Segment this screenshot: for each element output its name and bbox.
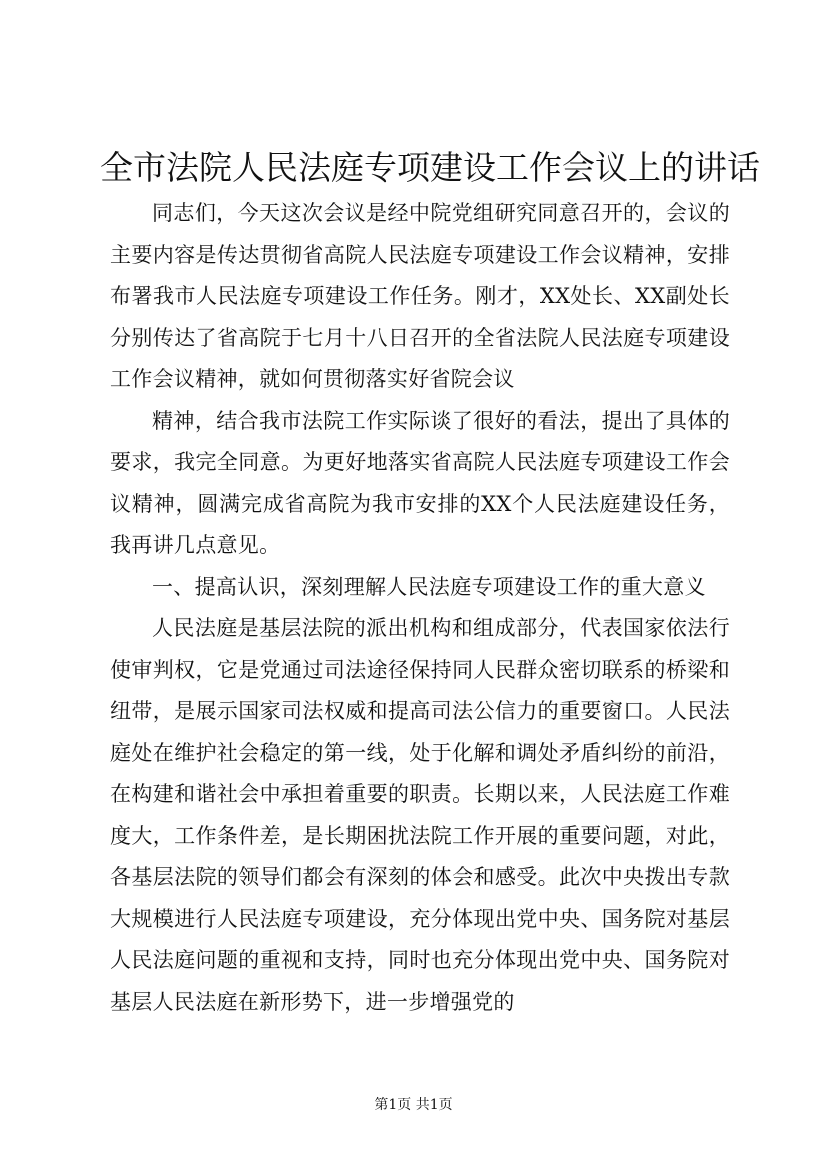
paragraph-section-1: 人民法庭是基层法院的派出机构和组成部分，代表国家依法行使审判权，它是党通过司法途径保持同人民群众密切联系的桥梁和纽带，是展示国家司法权威和提高司法公信力的重要窗口。人民法庭处在维护社会稳定的第一线，处于化解和调处矛盾纠纷的前沿，在构建和谐社会中承担着重要的职责。长期以来，人民法庭工作难度大，工作条件差，是长期困扰法院工作开展的重要问题，对此，各基层法院的领导们都会有深刻的体会和感受。此次中央拨出专款大规模进行人民法庭专项建设，充分体现出党中央、国务院对基层人民法庭问题的重视和支持，同时也充分体现出党中央、国务院对基层人民法庭在新形势下，进一步增强党的 (110, 616, 730, 1014)
paragraph-continuation: 精神，结合我市法院工作实际谈了很好的看法，提出了具体的要求，我完全同意。为更好地落实省高院人民法庭专项建设工作会议精神，圆满完成省高院为我市安排的XX个人民法庭建设任务，我再讲几点意见。 (110, 408, 730, 557)
paragraph-opening: 同志们，今天这次会议是经中院党组研究同意召开的，会议的主要内容是传达贯彻省高院人民法庭专项建设工作会议精神，安排布署我市人民法庭专项建设工作任务。刚才，XX处长、XX副处长分别传达了省高院于七月十八日召开的全省法院人民法庭专项建设工作会议精神，就如何贯彻落实好省院会议 (110, 201, 730, 391)
document-body (110, 193, 730, 1023)
section-heading-1: 一、提高认识，深刻理解人民法庭专项建设工作的重大意义 (152, 574, 706, 599)
document-title: 全市法院人民法庭专项建设工作会议上的讲话 (100, 148, 760, 187)
page-number-footer: 第1页 共1页 (374, 1097, 453, 1113)
